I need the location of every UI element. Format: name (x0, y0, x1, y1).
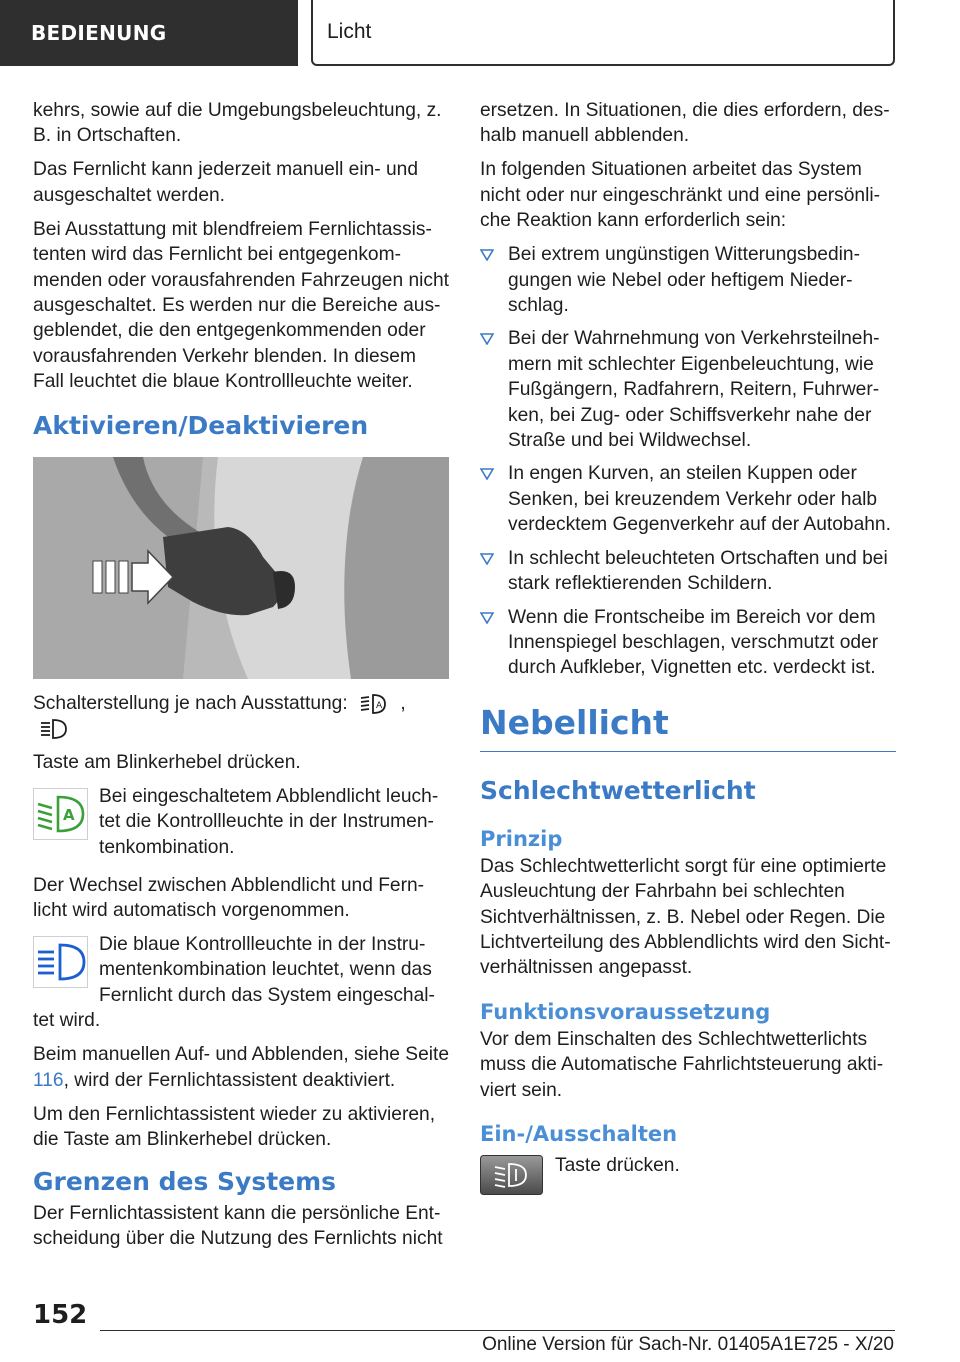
heading-fog-light: Nebellicht (480, 701, 896, 752)
heading-principle: Prinzip (480, 826, 563, 851)
bullet-triangle-icon (480, 612, 494, 624)
bad-weather-light-button-icon (480, 1155, 543, 1195)
footer-rule (100, 1330, 895, 1331)
blue-indicator-text: Die blaue Kontrollleuchte in der Instrumentenkombination leuchtet, wenn das Fernlicht durch das System eingeschaltet wird. (33, 934, 435, 1032)
page-number: 152 (33, 1300, 88, 1330)
paragraph: Das Fernlicht kann jederzeit manuell ein- und ausgeschaltet werden. (33, 159, 419, 206)
paragraph: Der Fernlichtassistent kann die persönliche Entscheidung über die Nutzung des Fernlichts nicht (33, 1202, 443, 1249)
turn-signal-lever-photo (33, 457, 449, 679)
manual-text-end: , wird der Fernlichtassistent deaktiviert. (63, 1069, 396, 1091)
list-item (480, 326, 896, 453)
svg-text:A: A (376, 700, 383, 711)
paragraph: kehrs, sowie auf die Umgebungsbeleuchtung, z. B. in Ortschaften. (33, 100, 442, 147)
high-beam-icon (39, 718, 69, 740)
button-instruction-text: Taste drücken. (555, 1154, 680, 1176)
list-item-text: Bei extrem ungünstigen Witterungsbedingungen wie Nebel oder heftigem Niederschlag. (508, 244, 860, 317)
paragraph: Der Wechsel zwischen Abblendlicht und Fernlicht wird automatisch vorgenommen. (33, 874, 425, 922)
left-column (33, 98, 449, 1260)
heading-bad-weather-light: Schlechtwetterlicht (480, 775, 756, 805)
switch-separator: , (400, 692, 406, 714)
right-column (480, 98, 896, 1199)
chapter-tab (311, 0, 895, 66)
paragraph: Taste am Blinkerhebel drücken. (33, 752, 301, 774)
list-item (480, 242, 896, 318)
low-beam-auto-indicator-icon (33, 788, 88, 840)
heading-on-off: Ein-/Ausschalten (480, 1121, 678, 1146)
section-tab (0, 0, 298, 66)
paragraph: Vor dem Einschalten des Schlechtwetterlichts muss die Automatische Fahrlichtsteuerung aktiviert sein. (480, 1028, 884, 1101)
heading-requirement: Funktionsvoraussetzung (480, 999, 771, 1024)
paragraph: Das Schlechtwetterlicht sorgt für eine optimierte Ausleuchtung der Fahrbahn bei schlechten Sichtverhältnissen, z. B. Nebel oder Regen. Die Lichtverteilung des Abblendlichts wird den Sichtverhältnissen angepasst. (480, 855, 891, 979)
green-indicator-text: Bei eingeschaltetem Abblendlicht leuchtet die Kontrollleuchte in der Instrumentenkombination. (99, 786, 439, 858)
manual-dimming-paragraph (33, 1042, 449, 1093)
switch-position-line (33, 691, 449, 742)
list-item (480, 461, 896, 537)
list-item (480, 605, 896, 681)
list-item-text: Wenn die Frontscheibe im Bereich vor dem Innenspiegel beschlagen, verschmutzt oder durch Aufkleber, Vignetten etc. verdeckt ist. (508, 606, 879, 679)
blue-indicator-note (33, 932, 449, 1034)
list-item-text: Bei der Wahrnehmung von Verkehrsteilnehmern mit schlechter Eigenbeleuchtung, wie Fußgängern, Radfahrern, Reitern, Fuhrwerken, bei Zug- oder Schiffsverkehr nahe der Straße und bei Wildwechsel. (508, 328, 880, 452)
bullet-triangle-icon (480, 553, 494, 565)
footer-version: Online Version für Sach-Nr. 01405A1E725 - X/20 (482, 1334, 894, 1355)
high-beam-indicator-icon (33, 936, 88, 988)
list-item-text: In schlecht beleuchteten Ortschaften und bei stark reflektierenden Schildern. (508, 547, 888, 595)
green-indicator-note (33, 784, 449, 864)
svg-text:A: A (63, 806, 75, 825)
high-beam-assist-a-icon (359, 693, 389, 715)
bullet-triangle-icon (480, 333, 494, 345)
list-item-text: In engen Kurven, an steilen Kuppen oder Senken, bei kreuzendem Verkehr oder halb verdecktem Gegenverkehr auf der Autobahn. (508, 463, 891, 536)
chapter-title: Licht (327, 20, 372, 43)
list-item (480, 546, 896, 597)
heading-limits: Grenzen des Systems (33, 1166, 337, 1196)
switch-position-text: Schalterstellung je nach Ausstattung: (33, 692, 348, 714)
paragraph: Bei Ausstattung mit blendfreiem Fernlichtassistenten wird das Fernlicht bei entgegenkommenden oder vorausfahrenden Fahrzeugen nicht ausgeschaltet. Es werden nur die Bereiche ausgeblendet, die den entgegenkommenden oder vorausfahrenden Verkehr blenden. In diesem Fall leuchtet die blaue Kontrollleuchte weiter. (33, 218, 450, 393)
page-link-116[interactable]: 116 (33, 1069, 64, 1091)
paragraph: ersetzen. In Situationen, die dies erfordern, deshalb manuell abblenden. (480, 100, 890, 147)
bullet-triangle-icon (480, 249, 494, 261)
heading-activate: Aktivieren/Deaktivieren (33, 410, 369, 440)
paragraph: In folgenden Situationen arbeitet das System nicht oder nur eingeschränkt und eine persönliche Reaktion kann erforderlich sein: (480, 159, 880, 232)
paragraph: Um den Fernlichtassistent wieder zu aktivieren, die Taste am Blinkerhebel drücken. (33, 1103, 436, 1151)
button-instruction (480, 1153, 896, 1178)
manual-text-start: Beim manuellen Auf- und Abblenden, siehe Seite (33, 1044, 450, 1066)
section-title: BEDIENUNG (31, 21, 167, 45)
limitations-list (480, 242, 896, 681)
bullet-triangle-icon (480, 468, 494, 480)
